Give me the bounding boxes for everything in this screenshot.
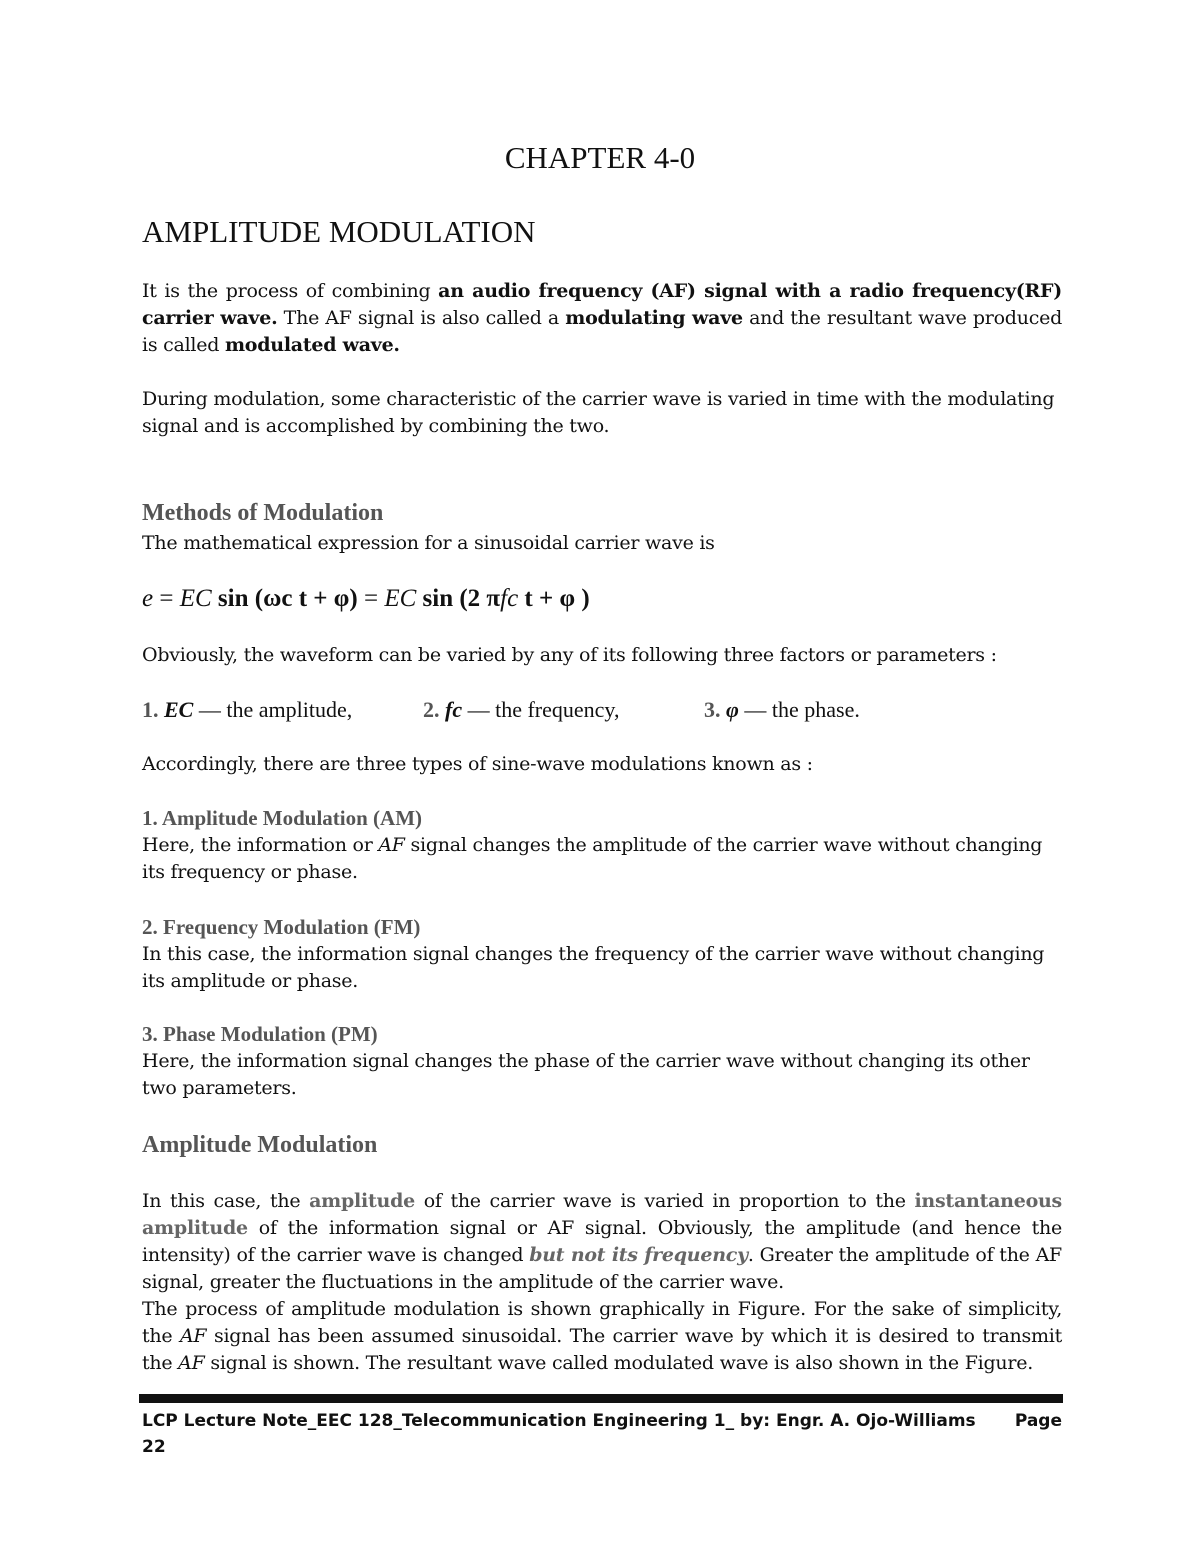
footer-divider	[139, 1394, 1063, 1403]
carrier-equation	[142, 585, 590, 613]
factor-symbol: φ	[726, 697, 739, 722]
intro-bold-3: modulated wave.	[224, 334, 400, 356]
methods-heading: Methods of Modulation	[142, 500, 384, 526]
chapter-heading: CHAPTER 4-0	[504, 140, 696, 175]
eq-lhs: e	[142, 585, 154, 612]
am-p1-text-3: of the information signal or AF signal. Obviously, the amplitude (and hence the intensity) of the carrier wave is changed	[142, 1217, 1062, 1266]
type-fm-heading: 2. Frequency Modulation (FM)	[142, 915, 421, 939]
eq-ec-2: EC	[384, 585, 417, 612]
am-paragraph-1	[142, 1188, 1062, 1296]
factor-list	[0, 697, 1200, 727]
during-paragraph: During modulation, some characteristic of the carrier wave is varied in time with the modulating signal and is accomplished by combining the two.	[142, 388, 1055, 437]
factor-number: 3.	[704, 697, 726, 722]
footer-page-word: Page	[1014, 1411, 1062, 1431]
am-p1-emphasis: but not its frequency	[529, 1244, 748, 1266]
type-am-italic: AF	[378, 834, 405, 856]
am-p1-text-4: . Greater the amplitude of the AF signal, greater the fluctuations in the amplitude of the carrier wave.	[142, 1244, 1062, 1293]
intro-bold-2: modulating wave	[565, 307, 743, 329]
am-p2-text-2: signal has been assumed sinusoidal. The carrier wave by which it is desired to transmit the	[142, 1325, 1062, 1374]
am-p1-text-1: In this case, the	[142, 1190, 310, 1212]
type-am-heading: 1. Amplitude Modulation (AM)	[142, 806, 423, 830]
type-am-description	[142, 832, 1062, 886]
factor-frequency	[423, 697, 620, 723]
type-fm-description: In this case, the information signal changes the frequency of the carrier wave without changing its amplitude or phase.	[142, 943, 1045, 992]
am-paragraph-2	[142, 1296, 1062, 1377]
type-pm-description: Here, the information signal changes the phase of the carrier wave without changing its other two parameters.	[142, 1050, 1030, 1099]
am-section-heading: Amplitude Modulation	[142, 1132, 378, 1158]
type-pm-heading: 3. Phase Modulation (PM)	[142, 1022, 378, 1046]
am-p1-highlight-1: amplitude	[309, 1190, 415, 1212]
factor-number: 1.	[142, 697, 164, 722]
eq-sin-1: sin (ωc t + φ)	[211, 585, 358, 612]
factor-description: — the frequency,	[462, 697, 620, 722]
page-title: AMPLITUDE MODULATION	[142, 214, 536, 249]
factor-description: — the phase.	[738, 697, 860, 722]
footer-label: LCP Lecture Note_EEC 128_Telecommunication Engineering 1_ by: Engr. A. Ojo-Williams	[142, 1411, 976, 1431]
eq-sin-2a: sin (2 π	[416, 585, 501, 612]
obviously-paragraph: Obviously, the waveform can be varied by any of its following three factors or parameters :	[142, 644, 997, 666]
factor-symbol: fc	[445, 697, 463, 722]
am-p2-italic-1: AF	[179, 1325, 207, 1347]
eq-equals-1: =	[153, 585, 180, 612]
factor-symbol: EC	[164, 697, 194, 722]
eq-sin-2b: t + φ )	[518, 585, 590, 612]
factor-number: 2.	[423, 697, 445, 722]
intro-bold-1: an audio frequency (AF) signal with a radio frequency(RF) carrier wave.	[142, 280, 1062, 329]
accordingly-paragraph: Accordingly, there are three types of sine-wave modulations known as :	[142, 753, 813, 775]
factor-amplitude	[142, 697, 352, 723]
am-p1-text-2: of the carrier wave is varied in proportion to the	[414, 1190, 915, 1212]
type-am-text-1: Here, the information or	[142, 834, 379, 856]
am-p2-text-1: The process of amplitude modulation is shown graphically in Figure. For the sake of simplicity, the	[142, 1298, 1062, 1347]
eq-fc: fc	[500, 585, 519, 612]
am-p2-text-3: signal is shown. The resultant wave called modulated wave is also shown in the Figure.	[204, 1352, 1033, 1374]
intro-paragraph	[142, 278, 1062, 359]
intro-text-1: It is the process of combining	[142, 280, 439, 302]
intro-text-2: The AF signal is also called a	[277, 307, 566, 329]
am-p2-italic-2: AF	[178, 1352, 205, 1374]
am-p1-highlight-2: instantaneous amplitude	[142, 1190, 1063, 1239]
factor-phase	[704, 697, 860, 723]
eq-ec-1: EC	[179, 585, 212, 612]
eq-equals-2: =	[357, 585, 385, 612]
type-am-text-2: signal changes the amplitude of the carrier wave without changing its frequency or phase.	[142, 834, 1043, 883]
footer-page-number: 22	[142, 1437, 166, 1457]
intro-text-3: and the resultant wave produced is called	[142, 307, 1062, 356]
factor-description: — the amplitude,	[193, 697, 353, 722]
expression-intro: The mathematical expression for a sinusoidal carrier wave is	[142, 532, 715, 554]
